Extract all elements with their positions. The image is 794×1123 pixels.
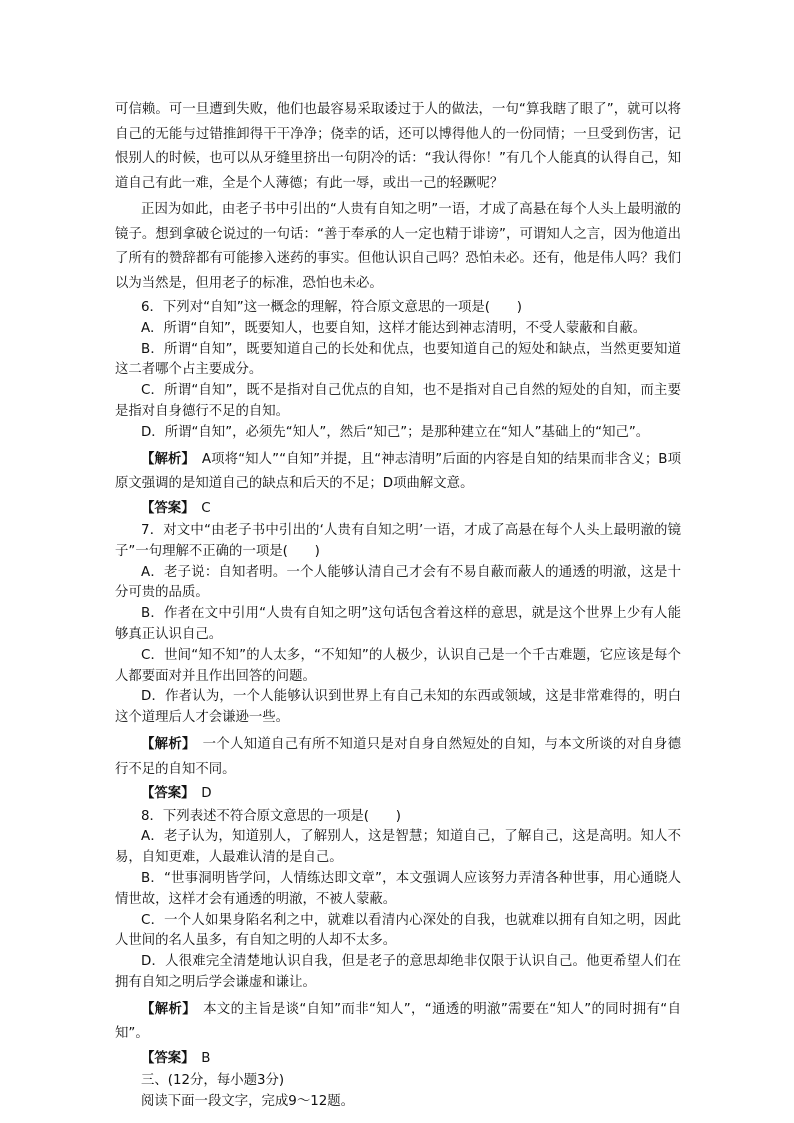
question-6-option-c: C．所谓“自知”，既不是指对自己优点的自知，也不是指对自己自然的短处的自知，而主要是指对自身德行不足的自知。 bbox=[115, 383, 681, 419]
section-3-instruction: 阅读下面一段文字，完成9～12题。 bbox=[141, 1094, 355, 1110]
question-6-stem: 6．下列对“自知”这一概念的理解，符合原文意思的一项是( ) bbox=[141, 300, 522, 315]
question-7-option-b: B．作者在文中引用“人贵有自知之明”这句话包含着这样的意思，就是这个世界上少有人能够真正认识自己。 bbox=[115, 606, 681, 643]
question-7-stem: 7．对文中“由老子书中引出的‘人贵有自知之明’一语，才成了高悬在每个人头上最明澈的镜子”一句理解不正确的一项是( ) bbox=[115, 523, 681, 559]
question-8-analysis bbox=[115, 998, 681, 1047]
answer-tag: 【答案】 bbox=[141, 1050, 188, 1066]
question-6-answer bbox=[115, 497, 681, 522]
answer-tag: 【答案】 bbox=[141, 500, 188, 516]
question-7-option-d: D．作者认为，一个人能够认识到世界上有自己未知的东西或领域，这是非常难得的，明白这个道理后人才会谦逊一些。 bbox=[115, 689, 681, 726]
question-8-option-d: D．人很难完全清楚地认识自我，但是老子的意思却绝非仅限于认识自己。他更希望人们在拥有自知之明后学会谦虚和谦让。 bbox=[115, 954, 681, 990]
section-3-title: 三、(12分，每小题3分) bbox=[141, 1073, 285, 1089]
question-6-option-b: B．所谓“自知”，既要知道自己的长处和优点，也要知道自己的短处和缺点，当然更要知道这二者哪个占主要成分。 bbox=[115, 341, 681, 378]
question-7-option-c: C．世间“知不知”的人太多，“不知知”的人极少，认识自己是一个千古难题，它应该是每个人都要面对并且作出回答的问题。 bbox=[115, 647, 681, 684]
passage-paragraph-2: 正因为如此，由老子书中引出的“人贵有自知之明”一语，才成了高悬在每个人头上最明澈的镜子。想到拿破仑说过的一句话：“善于奉承的人一定也精于诽谤”，可谓知人之言，因为他道出了所有的赞辞都有可能掺入迷药的事实。但他认识自己吗？恐怕未必。还有，他是伟人吗？我们以为当然是，但用老子的标准，恐怕也未必。 bbox=[115, 202, 681, 291]
question-7-option-a: A．老子说：自知者明。一个人能够认清自己才会有不易自蔽而蔽人的通透的明澈，这是十分可贵的品质。 bbox=[115, 564, 681, 601]
passage-paragraph-1: 可信赖。可一旦遭到失败，他们也最容易采取诿过于人的做法，一句“算我瞎了眼了”，就可以将自己的无能与过错推卸得干干净净；侥幸的话，还可以博得他人的一份同情；一旦受到伤害，记恨别人的时候，也可以从牙缝里挤出一句阴冷的话：“我认得你！”有几个人能真的认得自己，知道自己有此一难，全是个人薄德；有此一辱，或出一己的轻蹶呢？ bbox=[115, 102, 681, 191]
answer-text: C bbox=[187, 500, 211, 516]
question-6-option-d: D．所谓“自知”，必须先“知人”，然后“知己”；是那种建立在“知人”基础上的“知己”。 bbox=[141, 424, 650, 440]
answer-text: B bbox=[187, 1050, 211, 1066]
document-body bbox=[115, 98, 681, 1113]
question-7-answer bbox=[115, 782, 681, 807]
question-8-option-b: B．“世事洞明皆学问，人情练达即文章”，本文强调人应该努力弄清各种世事，用心通晓人情世故，这样才会有通透的明澈，不被人蒙蔽。 bbox=[115, 870, 681, 907]
question-7-analysis bbox=[115, 733, 681, 782]
answer-text: D bbox=[187, 786, 212, 802]
analysis-text: A项将“知人”“自知”并提，且“神志清明”后面的内容是自知的结果而非含义；B项原文强调的是知道自己的缺点和后天的不足；D项曲解文意。 bbox=[115, 451, 681, 492]
answer-tag: 【答案】 bbox=[141, 786, 188, 802]
question-8-option-a: A．老子认为，知道别人，了解别人，这是智慧；知道自己，了解自己，这是高明。知人不易，自知更难，人最难认清的是自己。 bbox=[115, 829, 681, 866]
analysis-text: 一个人知道自己有所不知道只是对自身自然短处的自知，与本文所谈的对自身德行不足的自知不同。 bbox=[115, 737, 681, 777]
question-8-option-c: C．一个人如果身陷名利之中，就难以看清内心深处的自我，也就难以拥有自知之明，因此人世间的名人虽多，有自知之明的人却不太多。 bbox=[115, 912, 681, 949]
question-6-analysis bbox=[115, 448, 681, 497]
analysis-text: 本文的主旨是谈“自知”而非“知人”，“通透的明澈”需要在“知人”的同时拥有“自知”。 bbox=[115, 1001, 681, 1042]
question-6-option-a: A．所谓“自知”，既要知人，也要自知，这样才能达到神志清明，不受人蒙蔽和自蔽。 bbox=[141, 320, 647, 336]
analysis-tag: 【解析】 bbox=[141, 737, 189, 753]
question-8-stem: 8．下列表述不符合原文意思的一项是( ) bbox=[141, 808, 401, 824]
analysis-tag: 【解析】 bbox=[141, 1001, 190, 1017]
question-8-answer bbox=[115, 1047, 681, 1072]
analysis-tag: 【解析】 bbox=[141, 451, 189, 467]
